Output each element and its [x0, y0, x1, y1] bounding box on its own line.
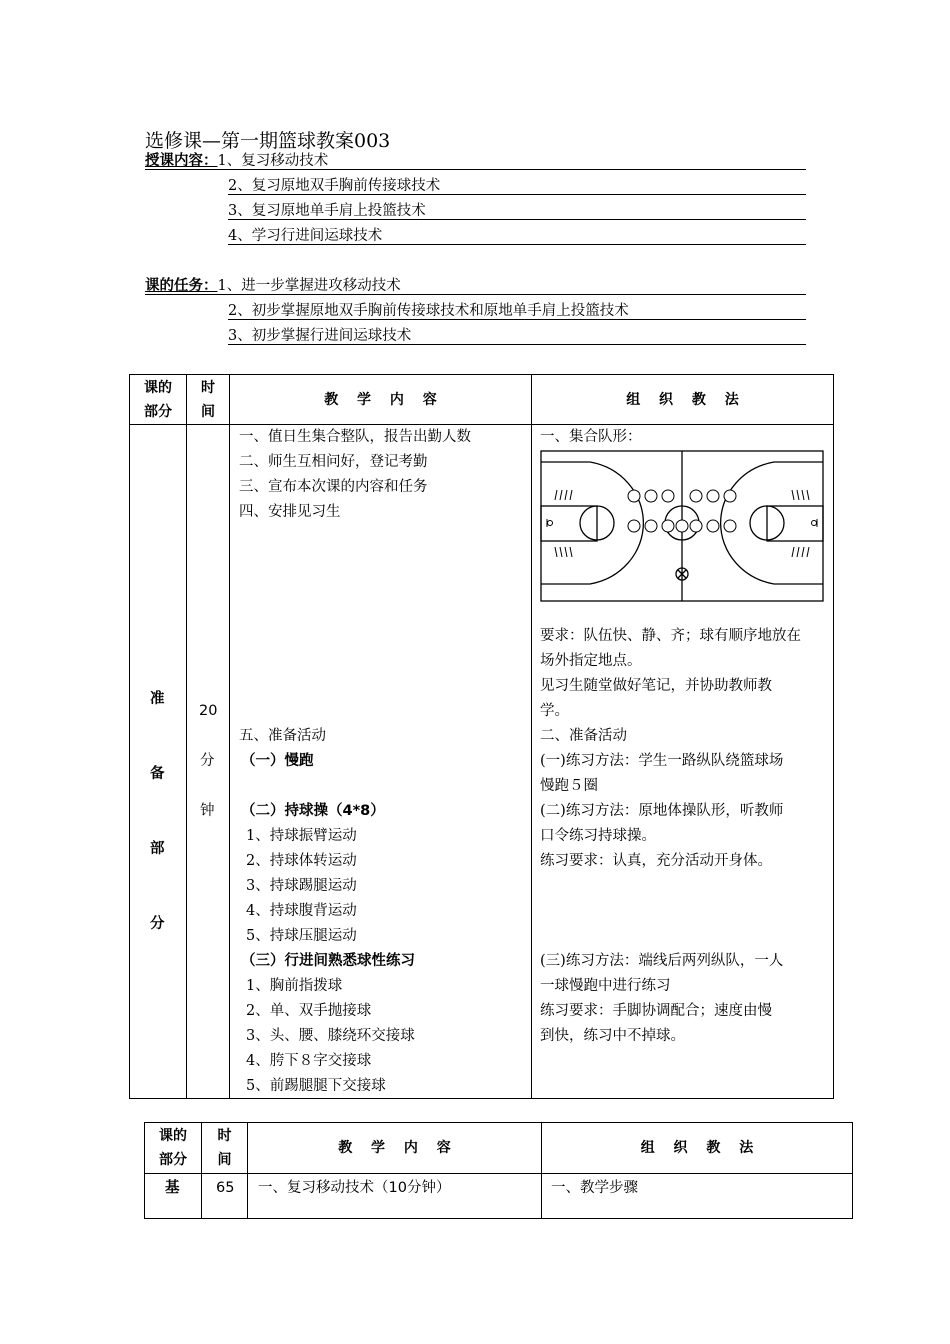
method-line: 慢跑５圈	[540, 778, 598, 794]
part-cell: 基	[145, 1174, 202, 1219]
method-line: 学。	[540, 703, 569, 719]
header-method: 组 织 教 法	[532, 375, 834, 425]
lesson-task-item: 2、初步掌握原地双手胸前传接球技术和原地单手肩上投篮技术	[228, 303, 629, 319]
teaching-content-item: 2、复习原地双手胸前传接球技术	[228, 178, 441, 194]
left-three-point-arc	[541, 462, 643, 584]
time-cell	[187, 425, 230, 1099]
header-time: 时间	[187, 375, 230, 425]
right-three-point-arc	[721, 462, 823, 584]
underline	[228, 319, 806, 320]
teaching-content-item: 1、复习移动技术	[217, 153, 329, 169]
method-line: 一球慢跑中进行练习	[540, 978, 671, 994]
content-line: 一、值日生集合整队，报告出勤人数	[239, 429, 471, 445]
familiar-item: 5、前踢腿腿下交接球	[246, 1078, 386, 1094]
left-basket	[548, 521, 553, 526]
right-key	[767, 506, 823, 541]
part-char: 分	[150, 916, 165, 932]
lesson-tasks-label: 课的任务：	[145, 278, 218, 294]
ball-exercise-title: （二）持球操（4*8）	[241, 803, 385, 819]
method-line: (二)练习方法：原地体操队形，听教师	[540, 803, 784, 819]
lesson-task-item: 3、初步掌握行进间运球技术	[228, 328, 412, 344]
warmup-title: 五、准备活动	[239, 728, 326, 744]
part-char: 部	[150, 841, 165, 857]
header-part: 课的部分	[145, 1123, 202, 1174]
ball-exercise-item: 5、持球压腿运动	[246, 928, 357, 944]
ball-exercise-item: 1、持球振臂运动	[246, 828, 357, 844]
underline	[228, 244, 806, 245]
method-warmup-title: 二、准备活动	[540, 728, 627, 744]
method-cell	[532, 425, 834, 1099]
left-key	[541, 506, 597, 541]
time-unit: 分	[200, 753, 215, 769]
method-line: 练习要求：认真，充分活动开身体。	[540, 853, 772, 869]
method-line: (一)练习方法：学生一路纵队绕篮球场	[540, 753, 784, 769]
underline	[228, 344, 806, 345]
teaching-content-item: 4、学习行进间运球技术	[228, 228, 383, 244]
right-basket	[812, 521, 817, 526]
header-content: 教 学 内 容	[248, 1123, 542, 1174]
basketball-court-diagram	[540, 450, 824, 602]
teaching-content-label: 授课内容：	[145, 153, 218, 169]
underline	[228, 219, 806, 220]
time-unit: 钟	[200, 803, 215, 819]
method-line: (三)练习方法：端线后两列纵队，一人	[540, 953, 784, 969]
familiar-title: （三）行进间熟悉球性练习	[241, 953, 415, 969]
method-line: 练习要求：手脚协调配合；速度由慢	[540, 1003, 772, 1019]
teaching-content-line-1	[145, 151, 328, 171]
method-line: 要求：队伍快、静、齐；球有顺序地放在	[540, 628, 801, 644]
content-cell	[230, 425, 532, 1099]
underline	[145, 294, 806, 295]
part-char: 备	[150, 766, 165, 782]
method-line: 场外指定地点。	[540, 653, 642, 669]
content-line: 三、宣布本次课的内容和任务	[239, 479, 428, 495]
ball-exercise-item: 4、持球腹背运动	[246, 903, 357, 919]
header-content: 教 学 内 容	[230, 375, 532, 425]
part-cell	[130, 425, 187, 1099]
content-line: 四、安排见习生	[239, 504, 341, 520]
familiar-item: 4、胯下８字交接球	[246, 1053, 372, 1069]
content-line: 二、师生互相问好，登记考勤	[239, 454, 428, 470]
part-char: 准	[150, 691, 165, 707]
lesson-table-main	[144, 1122, 853, 1219]
formation-title: 一、集合队形：	[540, 429, 642, 445]
content-cell: 一、复习移动技术（10分钟）	[248, 1174, 542, 1219]
method-line: 口令练习持球操。	[540, 828, 656, 844]
lesson-tasks-line-1	[145, 276, 401, 296]
ball-exercise-item: 2、持球体转运动	[246, 853, 357, 869]
jog-title: （一）慢跑	[241, 753, 314, 769]
method-line: 见习生随堂做好笔记，并协助教师教	[540, 678, 772, 694]
ball-exercise-item: 3、持球踢腿运动	[246, 878, 357, 894]
time-cell: 65	[202, 1174, 248, 1219]
method-cell: 一、教学步骤	[542, 1174, 853, 1219]
time-value: 20	[199, 703, 218, 719]
familiar-item: 1、胸前指拨球	[246, 978, 343, 994]
method-line: 到快，练习中不掉球。	[540, 1028, 685, 1044]
lesson-task-item: 1、进一步掌握进攻移动技术	[217, 278, 401, 294]
lesson-table-prep	[129, 374, 834, 1099]
underline	[145, 169, 806, 170]
familiar-item: 3、头、腰、膝绕环交接球	[246, 1028, 415, 1044]
header-method: 组 织 教 法	[542, 1123, 853, 1174]
teaching-content-item: 3、复习原地单手肩上投篮技术	[228, 203, 426, 219]
header-time: 时间	[202, 1123, 248, 1174]
page-title: 选修课—第一期篮球教案003	[145, 130, 391, 152]
familiar-item: 2、单、双手抛接球	[246, 1003, 372, 1019]
underline	[228, 194, 806, 195]
header-part: 课的部分	[130, 375, 187, 425]
